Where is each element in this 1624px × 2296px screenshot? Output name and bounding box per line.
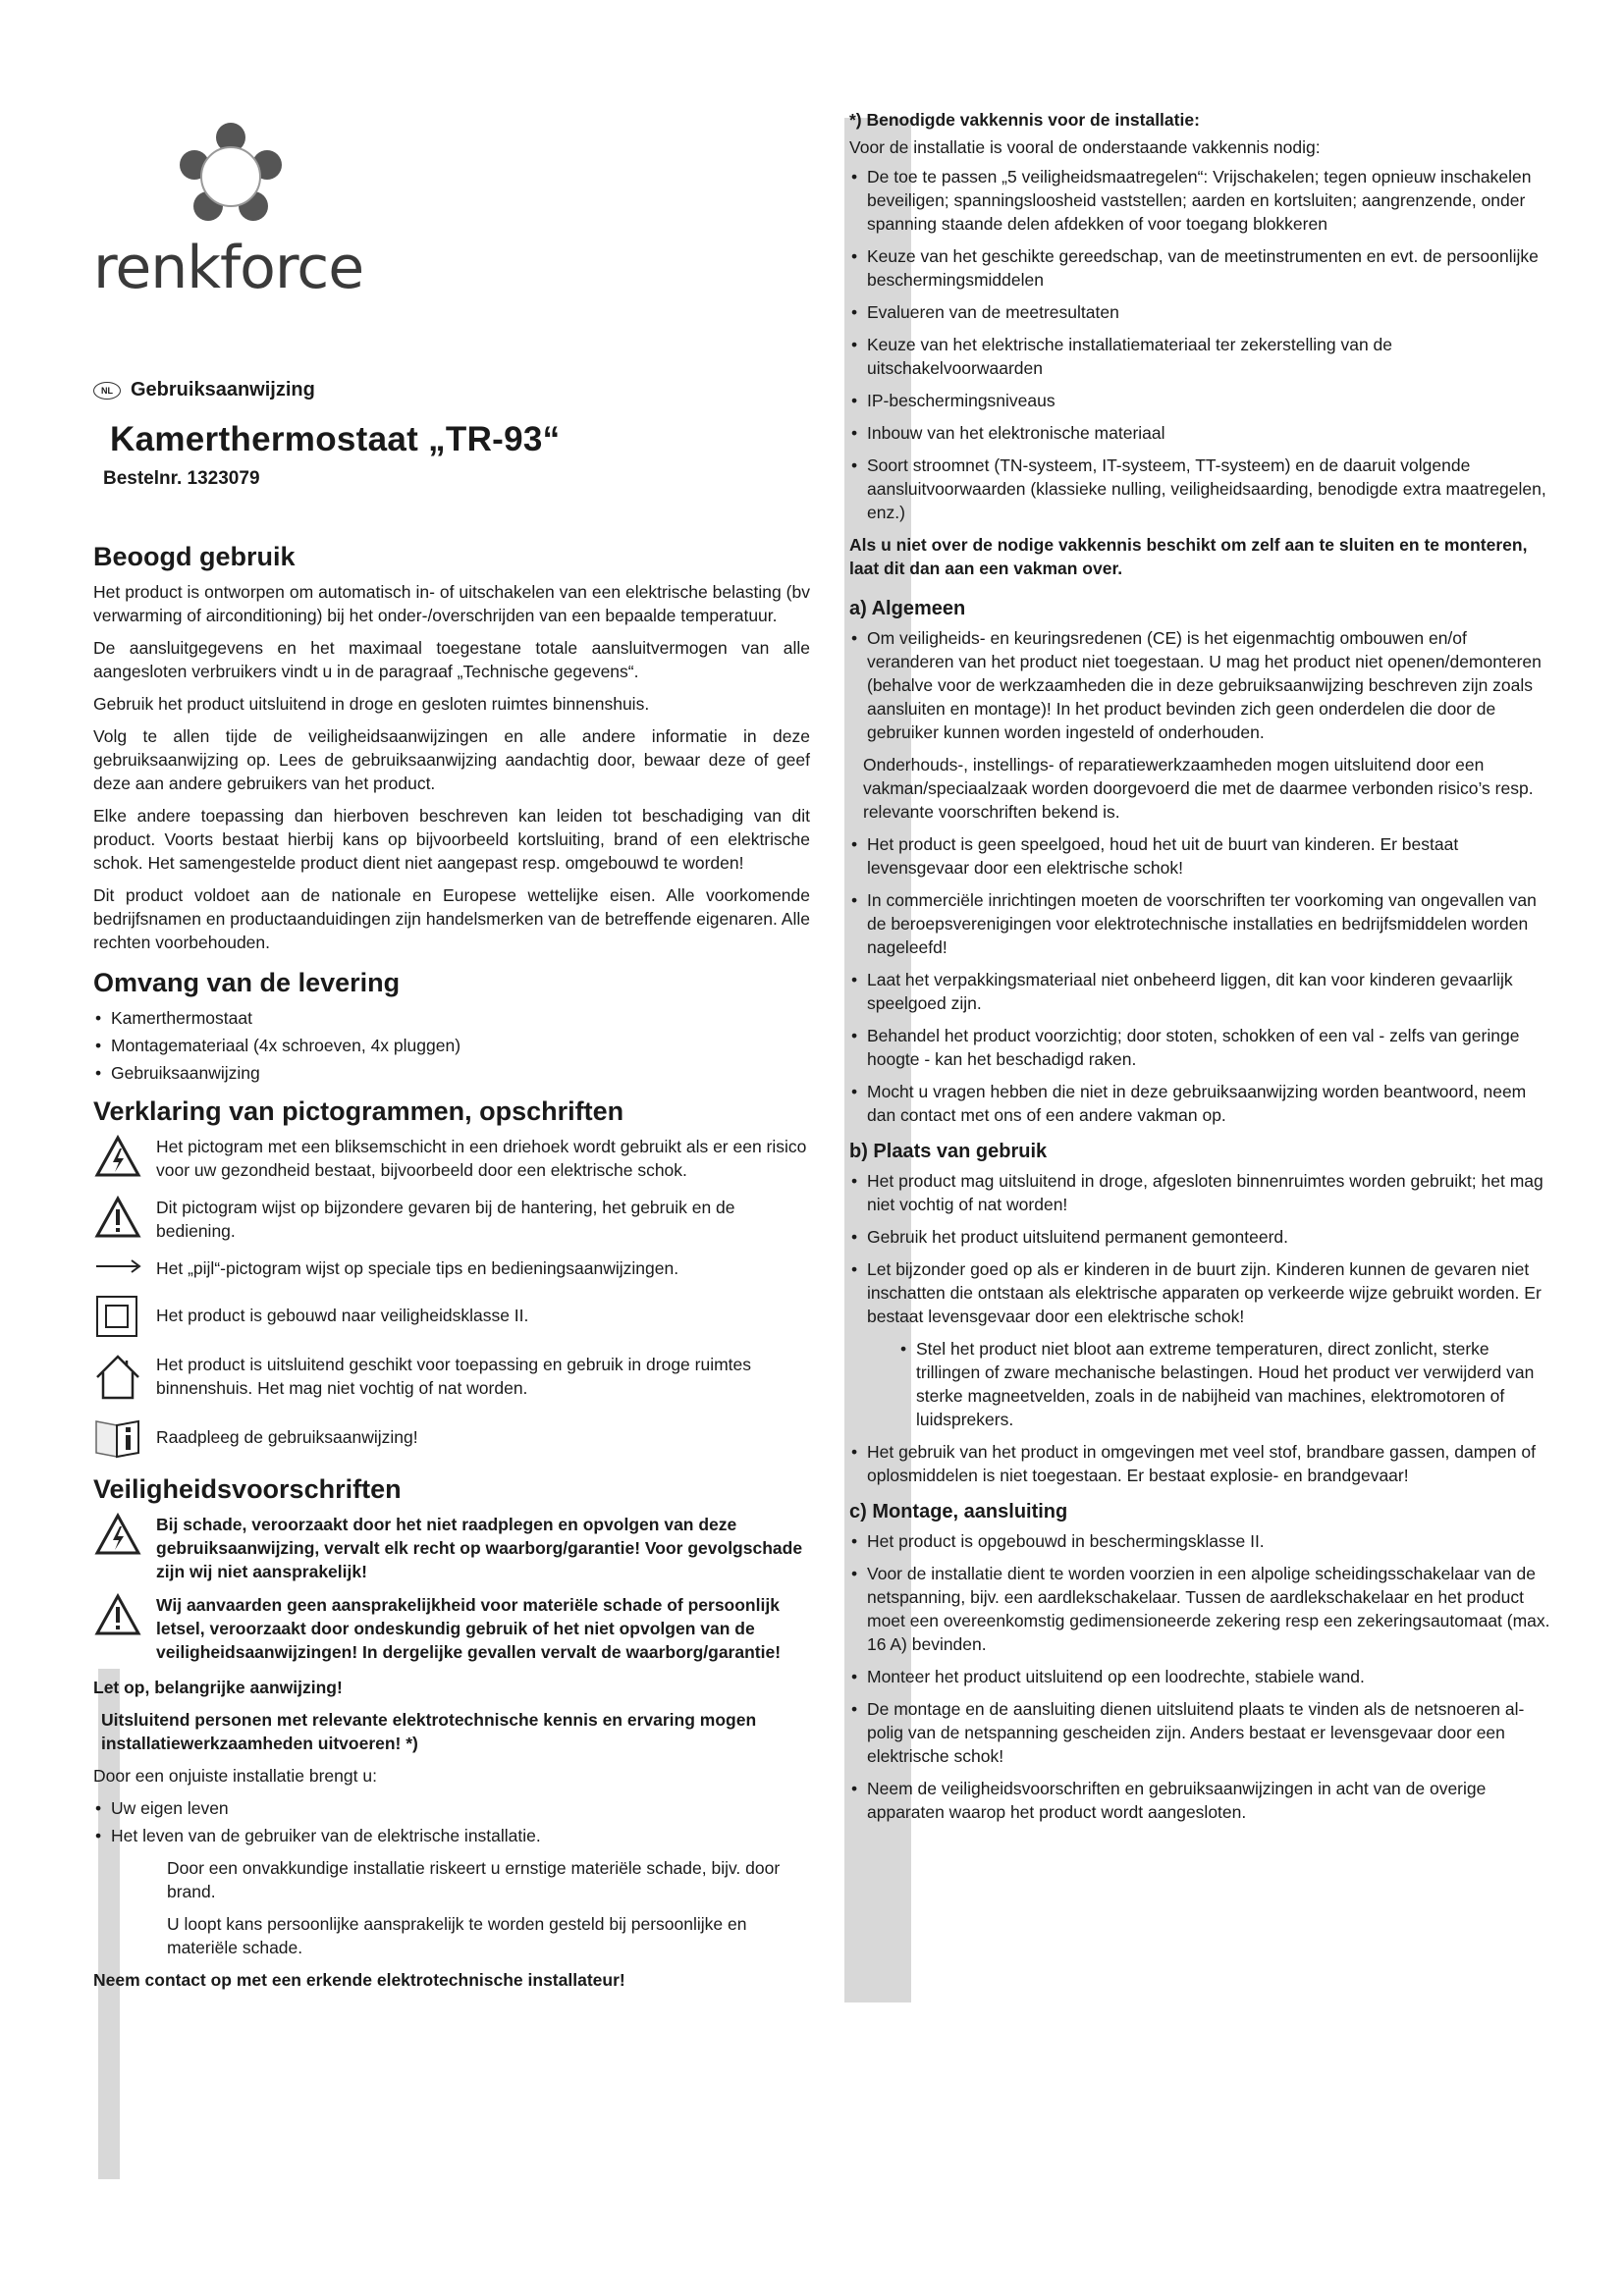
picto-row (93, 1294, 810, 1339)
list-item: • Uw eigen leven (93, 1796, 810, 1820)
picto-row (93, 1353, 810, 1402)
contact-note: Neem contact op met een erkende elektrotechnische installateur! (93, 1970, 625, 1990)
lightning-warning-icon (93, 1135, 142, 1178)
warning-icon (93, 1593, 142, 1636)
heading-use: Beoogd gebruik (93, 542, 296, 571)
req-intro: Voor de installatie is vooral de onderstaande vakkennis nodig: (849, 137, 1321, 157)
heading-safety: Veiligheidsvoorschriften (93, 1474, 402, 1504)
brand-logo (93, 116, 364, 302)
list-item: • Mocht u vragen hebben die niet in deze gebruiksaanwijzing worden beantwoord, neem dan contact met ons of een andere vakman op. (849, 1080, 1551, 1127)
warning-icon (93, 1196, 142, 1239)
list-item: • Stel het product niet bloot aan extreme temperaturen, direct zonlicht, sterke trillingen of zware mechanische belastingen. Houd het product ver verwijderd van sterke magneetvelden, zoals in de nabijheid van machines, elektromotoren of luidsprekers. (898, 1337, 1551, 1431)
safety-warning-row (93, 1593, 810, 1664)
use-para: Het product is ontworpen om automatisch in- of uitschakelen van een elektrische belasting (bv verwarming of airconditioning) bij het onder-/overschrijden van een bepaalde temperatuur. (93, 582, 810, 625)
heading-location: b) Plaats van gebruik (849, 1141, 1048, 1162)
list-item: • Kamerthermostaat (93, 1006, 810, 1030)
list-item: • Keuze van het geschikte gereedschap, van de meetinstrumenten en evt. de persoonlijke beschermingsmiddelen (849, 244, 1551, 292)
use-para: Elke andere toepassing dan hierboven beschreven kan leiden tot beschadiging van dit product. Voorts bestaat hierbij kans op bijvoorbeeld kortsluiting, brand of een elektrische schok. Het samengestelde product dient niet aangepast resp. omgebouwd te worden! (93, 806, 810, 873)
risk-para: U loopt kans persoonlijke aansprakelijk te worden gesteld bij persoonlijke en materiële schade. (167, 1914, 747, 1957)
doc-type (93, 379, 315, 401)
brand-name: renkforce (93, 234, 364, 302)
list-item: • Neem de veiligheidsvoorschriften en gebruiksaanwijzingen in acht van de overige apparaten waarop het product wordt aangesloten. (849, 1777, 1551, 1824)
list-item: • IP-beschermingsniveaus (849, 389, 1551, 412)
page-title: Kamerthermostaat „TR-93“ (110, 420, 561, 458)
picto-text: Het pictogram met een bliksemschicht in een driehoek wordt gebruikt als er een risico voor uw gezondheid bestaat, bijvoorbeeld door een elektrische schok. (156, 1137, 807, 1180)
doc-type-label: Gebruiksaanwijzing (131, 379, 315, 400)
manual-info-icon (93, 1415, 142, 1461)
heading-delivery: Omvang van de levering (93, 968, 401, 997)
list-item: • Het gebruik van het product in omgevingen met veel stof, brandbare gassen, dampen of oplosmiddelen is niet toegestaan. Er bestaat explosie- en brandgevaar! (849, 1440, 1551, 1487)
picto-row (93, 1135, 810, 1182)
risk-intro: Door een onjuiste installatie brengt u: (93, 1766, 377, 1786)
picto-text: Het product is uitsluitend geschikt voor toepassing en gebruik in droge ruimtes binnenshuis. Het mag niet vochtig of nat worden. (156, 1355, 752, 1398)
list-item: • De toe te passen „5 veiligheidsmaatregelen“: Vrijschakelen; tegen opnieuw inschakelen beveiligen; spanningsloosheid vaststellen; aarden en kortsluiten; aangrenzende, onder spanning staande delen afdekken of voor toegang blokkeren (849, 165, 1551, 236)
list-item: • Inbouw van het elektronische materiaal (849, 421, 1551, 445)
heading-mounting: c) Montage, aansluiting (849, 1501, 1068, 1522)
list-item: • Soort stroomnet (TN-systeem, IT-systeem, TT-systeem) en de daaruit volgende aansluitvoorwaarden (klassieke nulling, veiligheidsaarding, benodigde extra maatregelen, enz.) (849, 454, 1551, 524)
picto-row (93, 1415, 810, 1461)
safety-warning-row (93, 1513, 810, 1583)
left-column (93, 542, 810, 2001)
note-body: Uitsluitend personen met relevante elektrotechnische kennis en ervaring mogen installatiewerkzaamheden uitvoeren! *) (101, 1710, 757, 1753)
order-number: Bestelnr. 1323079 (103, 468, 260, 489)
risk-para: Door een onvakkundige installatie riskeert u ernstige materiële schade, bijv. door brand. (167, 1858, 781, 1901)
picto-text: Het „pijl“-pictogram wijst op speciale tips en bedieningsaanwijzingen. (156, 1258, 679, 1278)
protection-class-ii-icon (93, 1294, 142, 1339)
use-para: Dit product voldoet aan de nationale en Europese wettelijke eisen. Alle voorkomende bedrijfsnamen en productaanduidingen zijn handelsmerken van de betreffende eigenaren. Alle rechten voorbehouden. (93, 885, 810, 952)
list-item: • In commerciële inrichtingen moeten de voorschriften ter voorkoming van ongevallen van de beroepsverenigingen voor elektrotechnische installaties en bedrijfsmiddelen worden nageleefd! (849, 888, 1551, 959)
list-item: • Laat het verpakkingsmateriaal niet onbeheerd liggen, dit kan voor kinderen gevaarlijk speelgoed zijn. (849, 968, 1551, 1015)
list-item: • Monteer het product uitsluitend op een loodrechte, stabiele wand. (849, 1665, 1551, 1688)
heading-picto: Verklaring van pictogrammen, opschriften (93, 1096, 624, 1126)
lightning-warning-icon (93, 1513, 142, 1556)
indoor-house-icon (93, 1353, 142, 1402)
picto-row (93, 1196, 810, 1243)
req-heading: *) Benodigde vakkennis voor de installatie: (849, 110, 1200, 130)
picto-row (93, 1256, 810, 1280)
list-item: • Gebruik het product uitsluitend permanent gemonteerd. (849, 1225, 1551, 1249)
req-warning: Als u niet over de nodige vakkennis beschikt om zelf aan te sluiten en te monteren, laat dit dan aan een vakman over. (849, 535, 1528, 578)
picto-text: Het product is gebouwd naar veiligheidsklasse II. (156, 1306, 529, 1325)
arrow-icon (93, 1256, 142, 1276)
list-item: • Let bijzonder goed op als er kinderen in de buurt zijn. Kinderen kunnen de gevaren niet inschatten die ontstaan als elektrische apparaten op verkeerde wijze gebruikt worden. Er bestaat levensgevaar door een elektrische schok! (849, 1257, 1551, 1328)
list-item: • Het product is geen speelgoed, houd het uit de buurt van kinderen. Er bestaat levensgevaar door een elektrische schok! (849, 832, 1551, 880)
right-column (849, 108, 1551, 1833)
list-item: • Behandel het product voorzichtig; door stoten, schokken of een val - zelfs van geringe hoogte - kan het beschadigd raken. (849, 1024, 1551, 1071)
safety-warning-1: Bij schade, veroorzaakt door het niet raadplegen en opvolgen van deze gebruiksaanwijzing, vervalt elk recht op waarborg/garantie! Voor gevolgschade zijn wij niet aansprakelijk! (156, 1515, 803, 1581)
picto-text: Raadpleeg de gebruiksaanwijzing! (156, 1427, 418, 1447)
note-heading: Let op, belangrijke aanwijzing! (93, 1678, 343, 1697)
list-item: • Keuze van het elektrische installatiemateriaal ter zekerstelling van de uitschakelvoorwaarden (849, 333, 1551, 380)
list-item: • Gebruiksaanwijzing (93, 1061, 810, 1085)
list-item: • Het leven van de gebruiker van de elektrische installatie. (93, 1824, 810, 1847)
heading-general: a) Algemeen (849, 598, 966, 619)
picto-text: Dit pictogram wijst op bijzondere gevaren bij de hantering, het gebruik en de bediening. (156, 1198, 735, 1241)
list-item: • Montagemateriaal (4x schroeven, 4x pluggen) (93, 1034, 810, 1057)
maintenance-note: Onderhouds-, instellings- of reparatiewerkzaamheden mogen uitsluitend door een vakman/speciaalzaak worden doorgevoerd die met de daarmee verbonden risico’s resp. relevante voorschriften bekend is. (863, 755, 1534, 822)
list-item: • Om veiligheids- en keuringsredenen (CE) is het eigenmachtig ombouwen en/of veranderen van het product niet toegestaan. U mag het product niet openen/demonteren (behalve voor de werkzaamheden die in deze gebruiksaanwijzing beschreven zijn zoals aansluiten en montage)! In het product bevinden zich geen onderdelen die door de gebruiker kunnen worden ingesteld of onderhouden. (849, 626, 1551, 744)
use-para: Volg te allen tijde de veiligheidsaanwijzingen en alle andere informatie in deze gebruiksaanwijzing op. Lees de gebruiksaanwijzing aandachtig door, bewaar deze of geef deze aan andere gebruikers van het product. (93, 726, 810, 793)
list-item: • Het product is opgebouwd in beschermingsklasse II. (849, 1529, 1551, 1553)
safety-warning-2: Wij aanvaarden geen aansprakelijkheid voor materiële schade of persoonlijk letsel, veroorzaakt door ondeskundig gebruik of het niet opvolgen van de veiligheidsaanwijzingen! In dergelijke gevallen vervalt de waarborg/garantie! (156, 1595, 782, 1662)
use-para: Gebruik het product uitsluitend in droge en gesloten ruimtes binnenshuis. (93, 694, 650, 714)
list-item: • Evalueren van de meetresultaten (849, 300, 1551, 324)
language-badge: NL (93, 382, 121, 400)
renkforce-logo-icon (157, 116, 304, 234)
list-item: • Voor de installatie dient te worden voorzien in een alpolige scheidingsschakelaar van de netspanning, bijv. een aardlekschakelaar. Tussen de aardlekschakelaar en het product moet een overeenkomstig gedimensioneerde zekering resp een zekeringsautomaat (max. 16 A) bevinden. (849, 1562, 1551, 1656)
list-item: • Het product mag uitsluitend in droge, afgesloten binnenruimtes worden gebruikt; het mag niet vochtig of nat worden! (849, 1169, 1551, 1216)
list-item: • De montage en de aansluiting dienen uitsluitend plaats te vinden als de netsnoeren al-polig van de netspanning gescheiden zijn. Anders bestaat er levensgevaar door een elektrische schok! (849, 1697, 1551, 1768)
use-para: De aansluitgegevens en het maximaal toegestane totale aansluitvermogen van alle aangesloten verbruikers vindt u in de paragraaf „Technische gegevens“. (93, 638, 810, 681)
